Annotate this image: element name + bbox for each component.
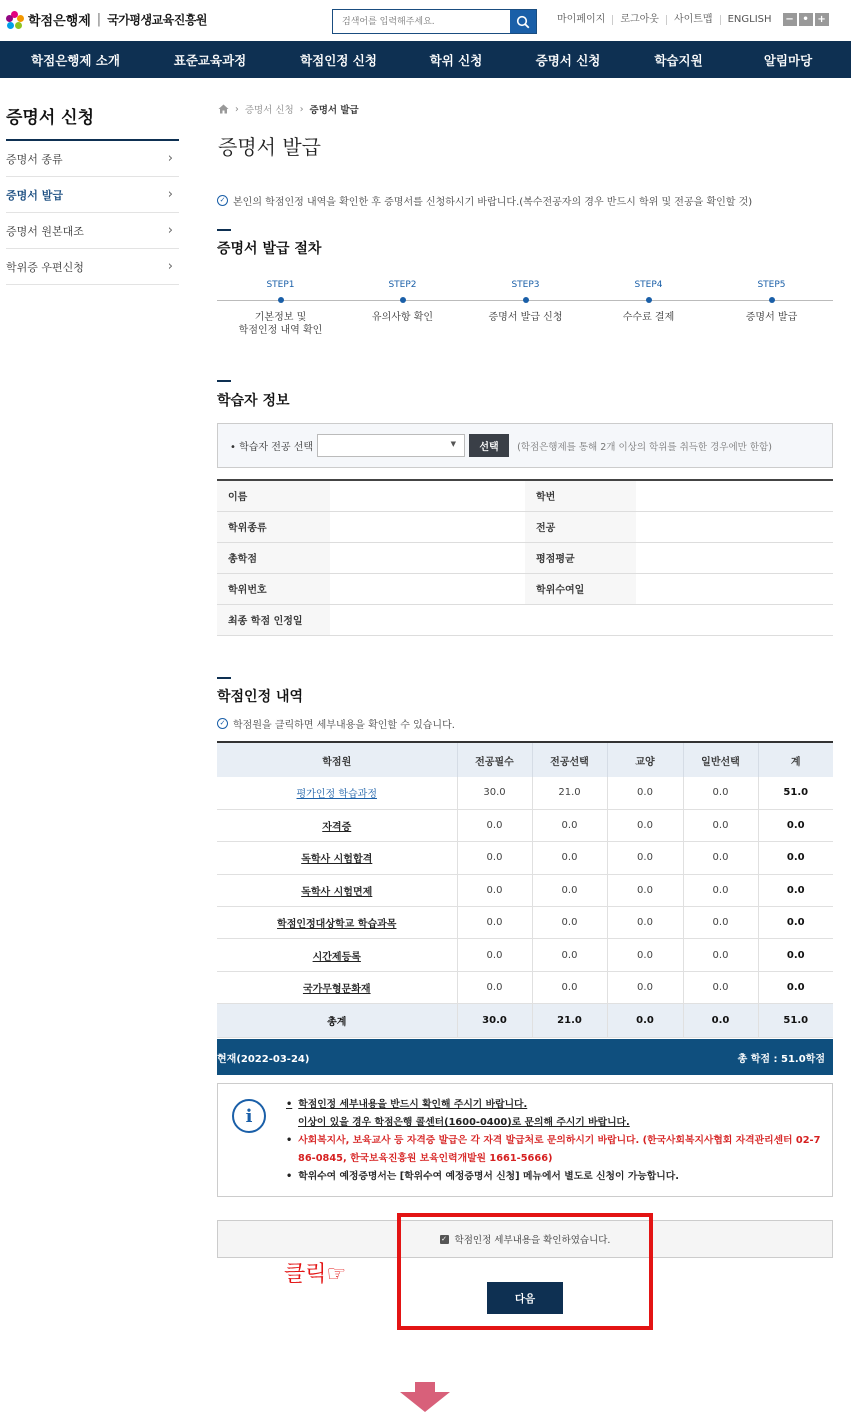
step-name: 증명서 발급 신청: [488, 312, 563, 323]
sidebar-item-label: 학위증 우편신청: [6, 260, 84, 274]
breadcrumb: [218, 102, 359, 116]
step-2: [341, 280, 464, 324]
zoom-controls: [783, 13, 829, 26]
utility-links: [557, 13, 829, 26]
column-header: 교양: [607, 742, 683, 777]
step-label: STEP5: [757, 280, 786, 290]
table-row: [217, 573, 833, 604]
gnb-item-curriculum[interactable]: 표준교육과정: [173, 52, 247, 68]
global-nav: [0, 41, 851, 78]
field-label: 학위번호: [217, 573, 330, 604]
gnb-item-degree-apply[interactable]: 학위 신청: [429, 52, 483, 68]
column-header: 전공선택: [532, 742, 607, 777]
section-marker: [217, 380, 231, 382]
chevron-right-icon: ›: [167, 259, 173, 274]
table-cell: 0.0: [683, 907, 758, 939]
step-name: 증명서 발급: [745, 312, 798, 323]
info-notes: [286, 1096, 820, 1186]
page-notice-text: 본인의 학점인정 내역을 확인한 후 증명서를 신청하시기 바랍니다.(복수전공자의 경우 반드시 학위 및 전공을 확인할 것): [233, 197, 753, 208]
learner-info-table: [217, 479, 833, 636]
sum-cell: 0.0: [607, 1004, 683, 1038]
note-text: 학위수여 예정증명서는 [학위수여 예정증명서 신청] 메뉴에서 별도로 신청이 가능합니다.: [298, 1171, 679, 1182]
field-label: 학위종류: [217, 511, 330, 542]
sum-cell: 51.0: [758, 1004, 833, 1038]
table-row: [217, 939, 833, 971]
sum-cell: 총계: [217, 1004, 457, 1038]
info-notice-box: [217, 1083, 833, 1197]
list-item: [286, 1150, 820, 1168]
credits-table: [217, 741, 833, 1038]
sum-cell: 21.0: [532, 1004, 607, 1038]
table-row: [217, 542, 833, 573]
table-cell: 0.0: [683, 939, 758, 971]
table-cell: 0.0: [683, 809, 758, 841]
field-label: 이름: [217, 480, 330, 511]
learner-title: 학습자 정보: [217, 393, 290, 409]
logo-title: 학점은행제: [28, 14, 91, 29]
logo-org: 국가평생교육진흥원: [107, 13, 208, 27]
util-link-logout[interactable]: 로그아웃: [612, 15, 666, 25]
credit-source-link[interactable]: 국가무형문화재: [217, 971, 457, 1003]
table-header-row: [217, 742, 833, 777]
table-cell: 0.0: [607, 971, 683, 1003]
field-value: [636, 511, 833, 542]
gnb-item-certificate-apply[interactable]: 증명서 신청: [535, 52, 601, 68]
step-dot: [400, 297, 406, 303]
credit-source-link[interactable]: 평가인정 학습과정: [217, 777, 457, 809]
section-marker: [217, 229, 231, 231]
field-value: [330, 573, 525, 604]
sidebar-item-types[interactable]: [6, 141, 179, 177]
row-total-cell: 0.0: [758, 939, 833, 971]
row-total-cell: 51.0: [758, 777, 833, 809]
info-icon: i: [232, 1099, 266, 1133]
highlight-frame: [397, 1213, 653, 1330]
list-item: [286, 1114, 820, 1132]
search-button[interactable]: [510, 10, 536, 33]
table-cell: 21.0: [532, 777, 607, 809]
table-cell: 0.0: [457, 842, 532, 874]
breadcrumb-separator: ›: [299, 103, 304, 115]
sum-cell: 0.0: [683, 1004, 758, 1038]
credit-source-link[interactable]: 자격증: [217, 809, 457, 841]
note-text: 학점인정 세부내용을 반드시 확인해 주시기 바랍니다.: [298, 1099, 528, 1110]
field-value: [330, 511, 525, 542]
home-icon[interactable]: [218, 104, 229, 114]
table-row: [217, 511, 833, 542]
field-value: [330, 480, 525, 511]
note-text: 사회복지사, 보육교사 등 자격증 발급은 각 자격 발급처로 문의하시기 바랍니다. (한국사회복지사협회 자격관리센터 02-7: [298, 1135, 821, 1146]
step-name: 수수료 결제: [622, 312, 675, 323]
util-link-mypage[interactable]: 마이페이지: [557, 13, 606, 25]
section-marker: [217, 677, 231, 679]
column-header: 학점원: [217, 742, 457, 777]
sidebar-item-verify[interactable]: [6, 213, 179, 249]
table-cell: 0.0: [457, 809, 532, 841]
column-header: 전공필수: [457, 742, 532, 777]
credit-source-link[interactable]: 학점인정대상학교 학습과목: [217, 907, 457, 939]
row-total-cell: 0.0: [758, 809, 833, 841]
site-logo[interactable]: [6, 10, 207, 29]
credits-total: 총 학점 : 51.0학점: [737, 1053, 825, 1065]
next-button[interactable]: 다음: [487, 1282, 563, 1314]
step-dot: [278, 297, 284, 303]
list-item: • 학위수여 예정증명서는 [학위수여 예정증명서 신청] 메뉴에서 별도로 신청이 가능합니다.: [286, 1171, 679, 1182]
table-cell: 0.0: [607, 874, 683, 906]
table-row: [217, 842, 833, 874]
table-cell: 0.0: [532, 907, 607, 939]
table-sum-row: [217, 1004, 833, 1038]
field-value: [636, 480, 833, 511]
step-dot: [523, 297, 529, 303]
step-dot: [769, 297, 775, 303]
confirm-label[interactable]: 학점인정 세부내용을 확인하였습니다.: [454, 1235, 611, 1246]
row-total-cell: 0.0: [758, 842, 833, 874]
table-row: [217, 809, 833, 841]
step-4: [587, 280, 710, 324]
field-value: [330, 604, 833, 635]
check-circle-icon: ✓: [217, 718, 228, 729]
table-cell: 0.0: [532, 809, 607, 841]
table-cell: 0.0: [683, 874, 758, 906]
page-notice: [217, 193, 752, 208]
field-label: 학번: [525, 480, 636, 511]
credits-hint: [217, 716, 455, 731]
row-total-cell: 0.0: [758, 907, 833, 939]
field-value: [330, 542, 525, 573]
step-name: 기본정보 및 학점인정 내역 확인: [238, 312, 323, 336]
table-row: [217, 907, 833, 939]
table-row: [217, 777, 833, 809]
confirm-checkbox[interactable]: ✓: [441, 1234, 447, 1243]
major-select-label: • 학습자 전공 선택: [230, 442, 314, 453]
search-form: [332, 9, 537, 34]
search-icon: [516, 15, 530, 29]
sidebar-item-label: 증명서 원본대조: [6, 224, 84, 238]
search-input[interactable]: [333, 10, 510, 33]
column-header: 계: [758, 742, 833, 777]
breadcrumb-separator: ›: [235, 103, 239, 115]
step-1: [219, 280, 342, 337]
step-label: STEP4: [634, 280, 663, 290]
table-cell: 0.0: [457, 907, 532, 939]
field-label: 총학점: [217, 542, 330, 573]
sidebar-item-issue[interactable]: [6, 177, 179, 213]
list-item: • 사회복지사, 보육교사 등 자격증 발급은 각 자격 발급처로 문의하시기 바랍니다. (한국사회복지사협회 자격관리센터 02-7: [286, 1135, 821, 1146]
logo-flower-icon: [6, 11, 24, 29]
chevron-right-icon: ›: [167, 187, 173, 202]
chevron-right-icon: ›: [167, 151, 173, 166]
field-label: 학위수여일: [525, 573, 636, 604]
step-dot: [646, 297, 652, 303]
field-label: 전공: [525, 511, 636, 542]
table-cell: 0.0: [457, 939, 532, 971]
credits-date: 현재(2022-03-24): [217, 1053, 310, 1065]
column-header: 일반선택: [683, 742, 758, 777]
credits-total-bar: [217, 1039, 833, 1075]
major-select-box: [217, 423, 833, 468]
check-circle-icon: ✓: [217, 195, 228, 206]
select-button[interactable]: 선택: [469, 434, 509, 457]
field-label: 평점평균: [525, 542, 636, 573]
gnb-item-notice[interactable]: 알림마당: [763, 52, 813, 68]
zoom-out-button[interactable]: −: [783, 13, 797, 26]
field-label: 최종 학점 인정일: [217, 604, 330, 635]
table-cell: 0.0: [532, 874, 607, 906]
major-select-hint: (학점은행제를 통해 2개 이상의 학위를 취득한 경우에만 한함): [517, 441, 772, 453]
table-cell: 0.0: [607, 907, 683, 939]
table-row: [217, 604, 833, 635]
table-row: [217, 480, 833, 511]
sidebar-title: 증명서 신청: [6, 108, 95, 128]
sidebar-item-mail[interactable]: [6, 249, 179, 285]
table-cell: 0.0: [683, 842, 758, 874]
table-cell: 0.0: [532, 842, 607, 874]
credit-source-link[interactable]: 시간제등록: [217, 939, 457, 971]
note-text: 86-0845, 한국보육진흥원 보육인력개발원 1661-5666): [298, 1153, 553, 1164]
gnb-item-learning-support[interactable]: 학습지원: [654, 52, 703, 68]
step-label: STEP1: [266, 280, 295, 290]
row-total-cell: 0.0: [758, 874, 833, 906]
dropdown-arrow-icon: ▼: [450, 440, 457, 448]
table-cell: 0.0: [532, 939, 607, 971]
list-item: • 학점인정 세부내용을 반드시 확인해 주시기 바랍니다.: [286, 1099, 528, 1110]
credits-title: 학점인정 내역: [217, 689, 304, 705]
note-text: 이상이 있을 경우 학점은행 콜센터(1600-0400)로 문의해 주시기 바랍니다.: [298, 1117, 630, 1128]
down-arrow-icon: [400, 1382, 450, 1412]
table-cell: 0.0: [607, 842, 683, 874]
step-5: [710, 280, 833, 324]
field-value: [636, 573, 833, 604]
row-total-cell: 0.0: [758, 971, 833, 1003]
click-annotation: 클릭☞: [284, 1262, 347, 1287]
gnb-item-credit-apply[interactable]: 학점인정 신청: [300, 52, 377, 68]
field-value: [636, 542, 833, 573]
credit-source-link[interactable]: 독학사 시험합격: [217, 842, 457, 874]
table-cell: 0.0: [457, 874, 532, 906]
util-link-sitemap[interactable]: 사이트맵: [666, 15, 720, 25]
chevron-right-icon: ›: [167, 223, 173, 238]
table-cell: 0.0: [683, 971, 758, 1003]
table-cell: 0.0: [607, 939, 683, 971]
procedure-title: 증명서 발급 절차: [217, 241, 322, 257]
table-cell: 0.0: [683, 777, 758, 809]
sidebar-item-label: 증명서 발급: [6, 188, 63, 202]
step-label: STEP3: [511, 280, 540, 290]
step-label: STEP2: [388, 280, 417, 290]
table-row: [217, 971, 833, 1003]
step-name: 유의사항 확인: [371, 312, 434, 323]
table-cell: 0.0: [607, 809, 683, 841]
table-row: [217, 874, 833, 906]
table-cell: 0.0: [532, 971, 607, 1003]
table-cell: 0.0: [457, 971, 532, 1003]
breadcrumb-current: 증명서 발급: [309, 105, 359, 116]
credits-hint-text: 학점원을 클릭하면 세부내용을 확인할 수 있습니다.: [233, 720, 455, 731]
sidebar-item-label: 증명서 종류: [6, 152, 63, 166]
table-cell: 0.0: [607, 777, 683, 809]
step-3: [464, 280, 587, 324]
credit-source-link[interactable]: 독학사 시험면제: [217, 874, 457, 906]
zoom-in-button[interactable]: +: [815, 13, 829, 26]
breadcrumb-level1[interactable]: 증명서 신청: [244, 105, 294, 116]
table-cell: 30.0: [457, 777, 532, 809]
zoom-reset-button[interactable]: •: [799, 13, 813, 26]
page-title: 증명서 발급: [218, 135, 321, 159]
major-select[interactable]: [317, 434, 465, 457]
sum-cell: 30.0: [457, 1004, 532, 1038]
gnb-item-intro[interactable]: 학점은행제 소개: [31, 52, 120, 68]
logo-separator: |: [96, 12, 102, 27]
util-link-english[interactable]: ENGLISH: [720, 15, 779, 25]
